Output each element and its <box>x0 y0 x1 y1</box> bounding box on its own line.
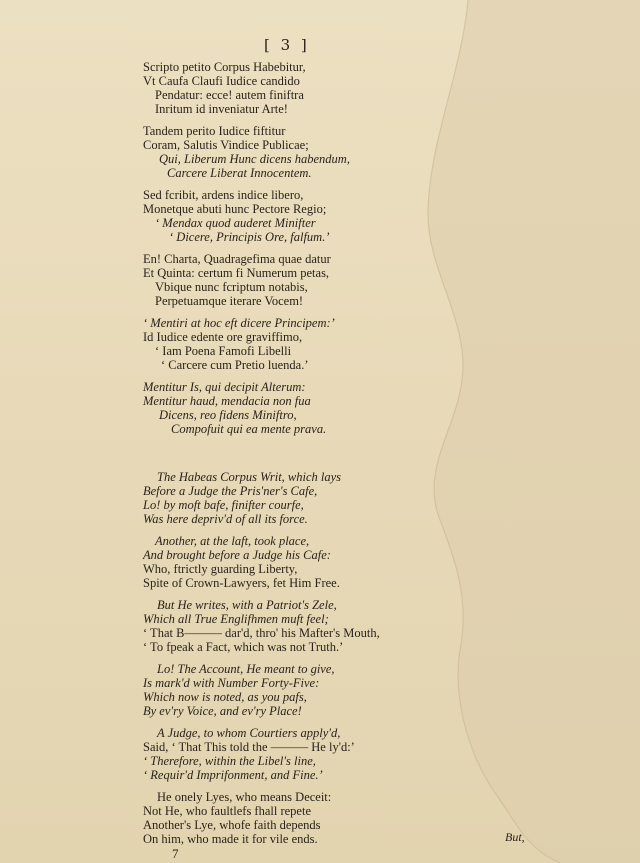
latin-verse-line: Inritum id inveniatur Arte! <box>155 102 288 116</box>
latin-verse-line: Scripto petito Corpus Habebitur, <box>143 60 306 74</box>
english-verse-line: ‘ To fpeak a Fact, which was not Truth.’ <box>143 640 344 654</box>
english-verse-line: ‘ Requir'd Imprifonment, and Fine.’ <box>143 768 323 782</box>
latin-verse-line: Vt Caufa Claufi Iudice candido <box>143 74 300 88</box>
latin-verse-line: Carcere Liberat Innocentem. <box>167 166 312 180</box>
latin-verse-line: En! Charta, Quadragefima quae datur <box>143 252 331 266</box>
page-number: [ 3 ] <box>264 36 310 54</box>
latin-verse-line: Pendatur: ecce! autem finiftra <box>155 88 304 102</box>
latin-verse-line: ‘ Dicere, Principis Ore, falfum.’ <box>169 230 330 244</box>
english-verse-line: Before a Judge the Pris'ner's Cafe, <box>143 484 318 498</box>
english-verse-line: Was here depriv'd of all its force. <box>143 512 308 526</box>
english-verse-line: The Habeas Corpus Writ, which lays <box>157 470 342 484</box>
english-verse-line: Is mark'd with Number Forty-Five: <box>143 676 320 690</box>
signature-mark: 7 <box>172 846 179 861</box>
english-verse-line: Not He, who faultlefs fhall repete <box>143 804 311 818</box>
english-verse-line: Lo! The Account, He meant to give, <box>157 662 335 676</box>
latin-verse-line: ‘ Mentiri at hoc eft dicere Principem:’ <box>143 316 335 330</box>
latin-verse-line: Tandem perito Iudice fiftitur <box>143 124 286 138</box>
latin-verse-line: Id Iudice edente ore graviffimo, <box>143 330 303 344</box>
latin-verse-line: Vbique nunc fcriptum notabis, <box>155 280 308 294</box>
english-verse-line: Who, ftrictly guarding Liberty, <box>143 562 298 576</box>
latin-verse-line: Qui, Liberum Hunc dicens habendum, <box>159 152 350 166</box>
english-verse-line: Which all True Englifhmen muft feel; <box>143 612 329 626</box>
english-verse-line: ‘ Therefore, within the Libel's line, <box>143 754 316 768</box>
english-verse-line: A Judge, to whom Courtiers apply'd, <box>157 726 341 740</box>
english-verse-line: By ev'ry Voice, and ev'ry Place! <box>143 704 302 718</box>
latin-verse-line: Monetque abuti hunc Pectore Regio; <box>143 202 327 216</box>
english-verse-line: Said, ‘ That This told the ——— He ly'd:’ <box>143 740 355 754</box>
latin-verse-line: ‘ Mendax quod auderet Minifter <box>155 216 316 230</box>
english-verse-line: Spite of Crown-Lawyers, fet Him Free. <box>143 576 340 590</box>
english-verse-line: On him, who made it for vile ends. <box>143 832 318 846</box>
latin-verse-line: Compofuit qui ea mente prava. <box>171 422 327 436</box>
latin-verse-line: Mentitur Is, qui decipit Alterum: <box>143 380 306 394</box>
english-verse-line: But He writes, with a Patriot's Zele, <box>157 598 337 612</box>
english-verse-line: Which now is noted, as you pafs, <box>143 690 307 704</box>
latin-verse-line: ‘ Iam Poena Famofi Libelli <box>155 344 292 358</box>
english-verse-line: ‘ That B——— dar'd, thro' his Mafter's Mouth, <box>143 626 380 640</box>
latin-verse-line: ‘ Carcere cum Pretio luenda.’ <box>161 358 309 372</box>
catchword: But, <box>505 830 525 844</box>
latin-verse-line: Sed fcribit, ardens indice libero, <box>143 188 304 202</box>
latin-verse-line: Perpetuamque iterare Vocem! <box>155 294 304 308</box>
latin-verse-line: Et Quinta: certum fi Numerum petas, <box>143 266 330 280</box>
latin-verse-line: Mentitur haud, mendacia non fua <box>143 394 311 408</box>
latin-verse-line: Coram, Salutis Vindice Publicae; <box>143 138 309 152</box>
english-verse-line: Another, at the laft, took place, <box>155 534 310 548</box>
english-verse-line: He onely Lyes, who means Deceit: <box>157 790 332 804</box>
latin-verse-line: Dicens, reo fidens Miniftro, <box>159 408 297 422</box>
english-verse-line: Lo! by moft bafe, finifter courfe, <box>143 498 304 512</box>
english-verse-line: And brought before a Judge his Cafe: <box>143 548 331 562</box>
english-verse-line: Another's Lye, whofe faith depends <box>143 818 321 832</box>
